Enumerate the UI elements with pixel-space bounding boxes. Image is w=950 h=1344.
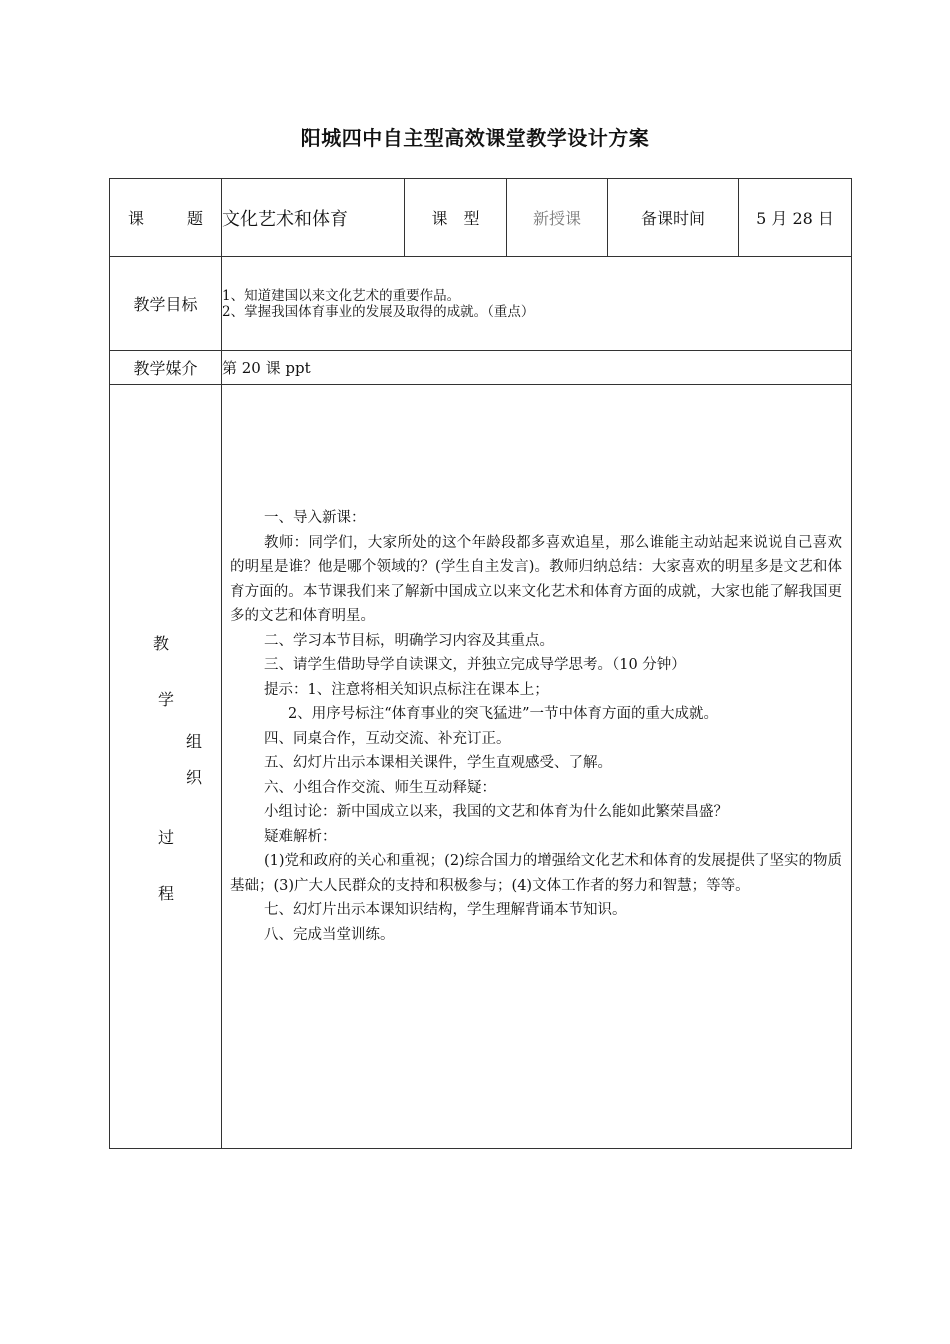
process-line: 一、导入新课： [264, 510, 366, 526]
header-row [110, 179, 852, 257]
process-line: 二、学习本节目标，明确学习内容及其重点。 [264, 632, 554, 649]
process-label-char: 过 [158, 828, 175, 847]
process-line: 四、同桌合作，互动交流、补充订正。 [264, 730, 511, 747]
process-line: 三、请学生借助导学自读课文，并独立完成导学思考。（10 分钟） [264, 657, 686, 673]
media-label: 教学媒介 [110, 351, 222, 385]
process-row [110, 385, 852, 1149]
process-label-char: 学 [158, 690, 175, 709]
process-label-char: 程 [158, 884, 175, 903]
topic-value: 文化艺术和体育 [222, 179, 405, 257]
process-line: 教师：同学们，大家所处的这个年龄段都多喜欢追星，那么谁能主动站起来说说自己喜欢的明星是谁？他是哪个领域的？(学生自主发言)。教师归纳总结：大家喜欢的明星多是文艺和体育方面的。本节课我们来了解新中国成立以来文化艺术和体育方面的成就，大家也能了解我国更多的文艺和体育明星。 [230, 534, 842, 624]
topic-label-char: 题 [186, 209, 203, 228]
process-line: (1)党和政府的关心和重视；(2)综合国力的增强给文化艺术和体育的发展提供了坚实的物质基础；(3)广大人民群众的支持和积极参与；(4)文体工作者的努力和智慧；等等。 [230, 853, 842, 894]
goals-label: 教学目标 [110, 257, 222, 351]
lesson-type-value: 新授课 [507, 179, 608, 257]
goal-item: 1、知道建国以来文化艺术的重要作品。 [222, 287, 461, 304]
process-line: 七、幻灯片出示本课知识结构，学生理解背诵本节知识。 [264, 902, 627, 918]
lesson-plan-table [109, 178, 852, 1149]
document-title: 阳城四中自主型高效课堂教学设计方案 [300, 126, 650, 150]
topic-label-cell [110, 179, 222, 257]
topic-label-char: 课 [128, 209, 145, 228]
process-line: 小组讨论：新中国成立以来，我国的文艺和体育为什么能如此繁荣昌盛？ [264, 804, 728, 820]
process-line: 疑难解析： [264, 828, 337, 845]
lesson-type-label: 课 型 [405, 179, 507, 257]
goal-item: 2、掌握我国体育事业的发展及取得的成就。（重点） [222, 303, 535, 320]
process-line: 2、用序号标注“体育事业的突飞猛进”一节中体育方面的重大成就。 [288, 706, 719, 722]
process-line: 提示：1、注意将相关知识点标注在课本上； [264, 681, 549, 698]
goals-row [110, 257, 852, 351]
process-label [110, 385, 222, 1149]
prep-time-value: 5 月 28 日 [739, 179, 852, 257]
media-row [110, 351, 852, 385]
process-line: 八、完成当堂训练。 [264, 926, 395, 943]
process-content [222, 385, 852, 1149]
process-line: 五、幻灯片出示本课相关课件，学生直观感受、了解。 [264, 755, 612, 771]
process-label-char: 织 [186, 768, 203, 787]
prep-time-label: 备课时间 [608, 179, 739, 257]
media-value: 第 20 课 ppt [222, 351, 852, 385]
process-label-char: 教 [153, 634, 170, 653]
process-line: 六、小组合作交流、师生互动释疑： [264, 779, 496, 796]
process-label-char: 组 [186, 732, 203, 751]
goals-content [222, 257, 852, 351]
